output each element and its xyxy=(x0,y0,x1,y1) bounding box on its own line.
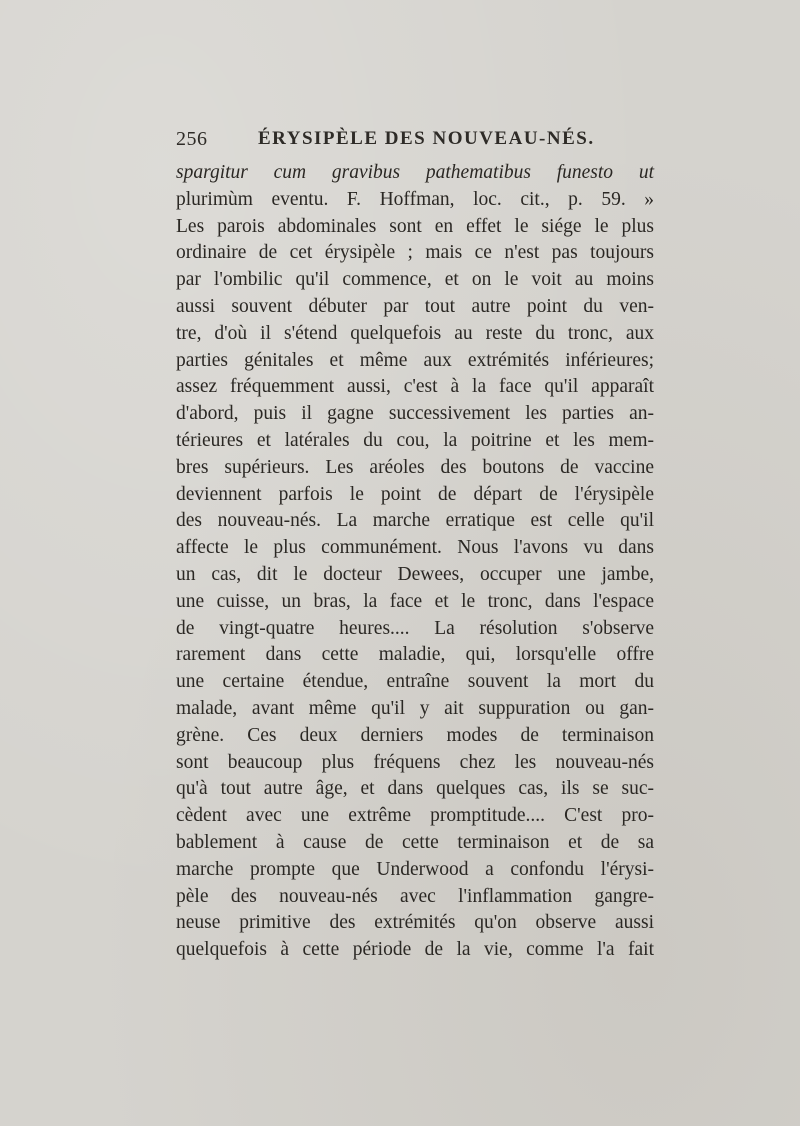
text-line: neuse primitive des extrémités qu'on observe aussi xyxy=(176,912,654,934)
text-line: de vingt-quatre heures.... La résolution s'observe xyxy=(176,617,654,639)
body-text xyxy=(176,160,654,964)
text-line: plurimùm eventu. F. Hoffman, loc. cit., p. 59. » xyxy=(176,188,654,210)
text-line: Les parois abdominales sont en effet le siége le plus xyxy=(176,215,654,237)
text-line: malade, avant même qu'il y ait suppuration ou gan- xyxy=(176,697,654,719)
text-line: térieures et latérales du cou, la poitrine et les mem- xyxy=(176,429,654,451)
text-line: qu'à tout autre âge, et dans quelques cas, ils se suc- xyxy=(176,778,654,800)
text-line: affecte le plus communément. Nous l'avons vu dans xyxy=(176,537,654,559)
text-line: rarement dans cette maladie, qui, lorsqu'elle offre xyxy=(176,644,654,666)
text-line: bablement à cause de cette terminaison et de sa xyxy=(176,831,654,853)
page-header xyxy=(176,128,654,158)
page-number: 256 xyxy=(176,128,208,150)
text-line: quelquefois à cette période de la vie, comme l'a fait xyxy=(176,939,654,961)
text-line: grène. Ces deux derniers modes de terminaison xyxy=(176,724,654,746)
text-line: parties génitales et même aux extrémités inférieures; xyxy=(176,349,654,371)
text-line: sont beaucoup plus fréquens chez les nouveau-nés xyxy=(176,751,654,773)
text-line: une cuisse, un bras, la face et le tronc, dans l'espace xyxy=(176,590,654,612)
text-line: assez fréquemment aussi, c'est à la face qu'il apparaît xyxy=(176,376,654,398)
text-line: marche prompte que Underwood a confondu l'érysi- xyxy=(176,858,654,880)
text-line: par l'ombilic qu'il commence, et on le voit au moins xyxy=(176,269,654,291)
text-line: d'abord, puis il gagne successivement les parties an- xyxy=(176,403,654,425)
text-line: une certaine étendue, entraîne souvent la mort du xyxy=(176,671,654,693)
text-line: cèdent avec une extrême promptitude.... C'est pro- xyxy=(176,805,654,827)
text-line: des nouveau-nés. La marche erratique est celle qu'il xyxy=(176,510,654,532)
text-line: aussi souvent débuter par tout autre point du ven- xyxy=(176,295,654,317)
text-line: un cas, dit le docteur Dewees, occuper une jambe, xyxy=(176,563,654,585)
running-title: ÉRYSIPÈLE DES NOUVEAU-NÉS. xyxy=(258,128,595,149)
text-line: tre, d'où il s'étend quelquefois au reste du tronc, aux xyxy=(176,322,654,344)
text-line: ordinaire de cet érysipèle ; mais ce n'est pas toujours xyxy=(176,242,654,264)
text-line: deviennent parfois le point de départ de l'érysipèle xyxy=(176,483,654,505)
text-line: pèle des nouveau-nés avec l'inflammation gangre- xyxy=(176,885,654,907)
text-line: spargitur cum gravibus pathematibus funesto ut xyxy=(176,162,654,183)
text-line: bres supérieurs. Les aréoles des boutons de vaccine xyxy=(176,456,654,478)
